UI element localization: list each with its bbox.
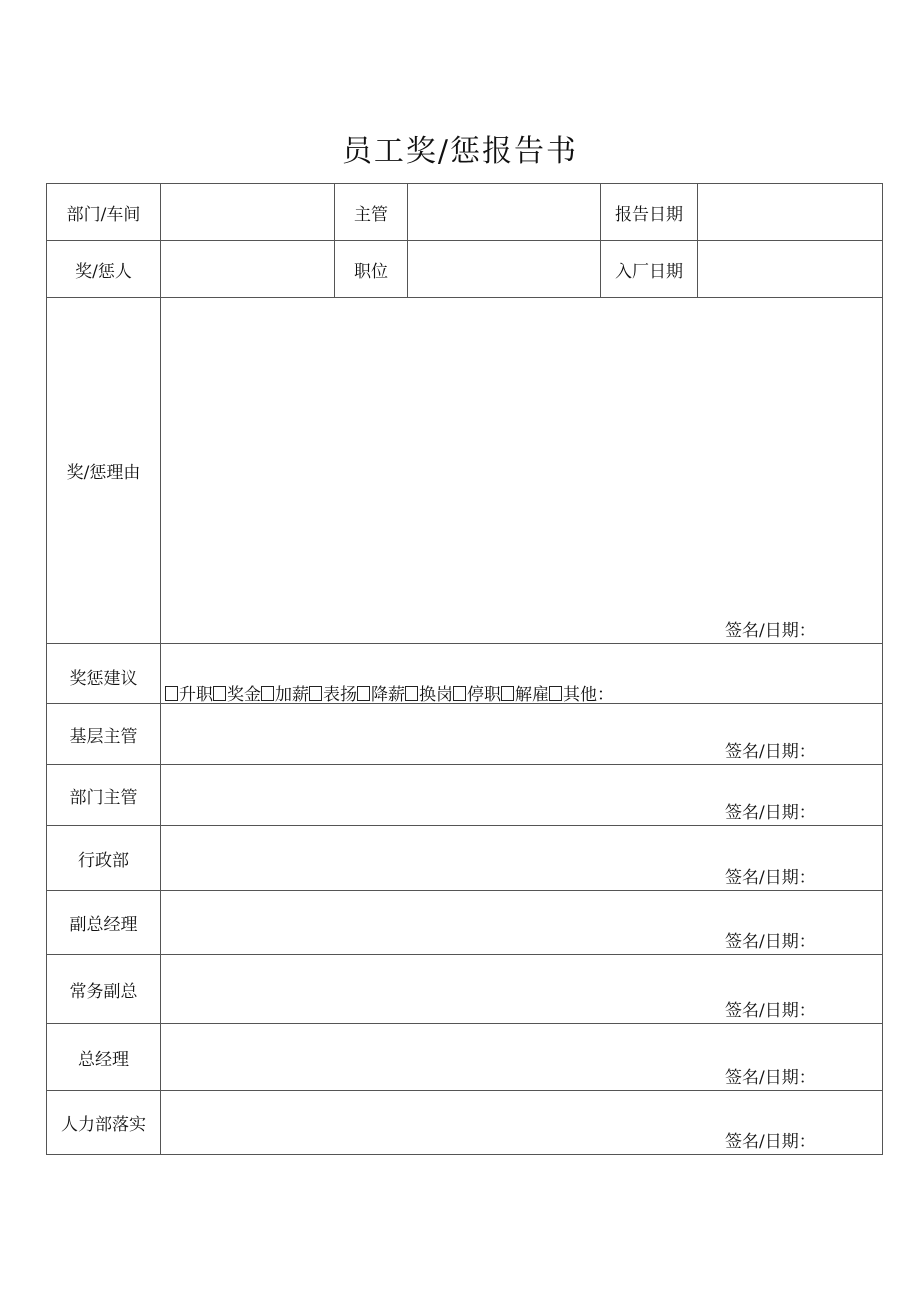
person-label: 奖/惩人: [47, 241, 161, 298]
approval-label: 常务副总: [47, 955, 161, 1024]
option-label: 奖金: [227, 685, 261, 705]
option-label: 升职: [179, 685, 213, 705]
reason-field[interactable]: [161, 298, 883, 644]
checkbox[interactable]: [165, 686, 178, 701]
suggestion-options: [165, 680, 614, 705]
approval-row: [47, 1024, 883, 1091]
option-label: 停职: [467, 685, 501, 705]
approval-row: [47, 1091, 883, 1155]
option-other[interactable]: [549, 685, 614, 705]
option-transfer[interactable]: [405, 685, 453, 705]
signature-date-label: 签名/日期：: [725, 1068, 816, 1088]
option-promotion[interactable]: [165, 685, 213, 705]
position-field[interactable]: [408, 241, 601, 298]
option-suspension[interactable]: [453, 685, 501, 705]
approval-row: [47, 765, 883, 826]
approval-field[interactable]: [161, 955, 883, 1024]
approval-label: 总经理: [47, 1024, 161, 1091]
department-field[interactable]: [161, 184, 335, 241]
report-date-label: 报告日期: [601, 184, 698, 241]
option-bonus[interactable]: [213, 685, 261, 705]
reason-row: [47, 298, 883, 644]
reason-label: 奖/惩理由: [47, 298, 161, 644]
approval-label: 部门主管: [47, 765, 161, 826]
approval-row: [47, 891, 883, 955]
approval-field[interactable]: [161, 1091, 883, 1155]
checkbox[interactable]: [405, 686, 418, 701]
suggestion-row: [47, 644, 883, 704]
option-dismissal[interactable]: [501, 685, 549, 705]
suggestion-label: 奖惩建议: [47, 644, 161, 704]
option-label: 加薪: [275, 685, 309, 705]
checkbox[interactable]: [357, 686, 370, 701]
option-label: 其他：: [563, 685, 614, 705]
signature-date-label: 签名/日期：: [725, 1001, 816, 1021]
header-row-department: [47, 184, 883, 241]
supervisor-field[interactable]: [408, 184, 601, 241]
signature-date-label: 签名/日期：: [725, 1132, 816, 1152]
option-label: 降薪: [371, 685, 405, 705]
approval-field[interactable]: [161, 891, 883, 955]
approval-label: 基层主管: [47, 704, 161, 765]
approval-field[interactable]: [161, 765, 883, 826]
approval-label: 副总经理: [47, 891, 161, 955]
report-form: [46, 183, 883, 1155]
checkbox[interactable]: [501, 686, 514, 701]
checkbox[interactable]: [309, 686, 322, 701]
signature-date-label: 签名/日期：: [725, 742, 816, 762]
checkbox[interactable]: [453, 686, 466, 701]
option-pay-cut[interactable]: [357, 685, 405, 705]
person-field[interactable]: [161, 241, 335, 298]
signature-date-label: 签名/日期：: [725, 803, 816, 823]
approval-field[interactable]: [161, 704, 883, 765]
header-row-person: [47, 241, 883, 298]
checkbox[interactable]: [549, 686, 562, 701]
approval-row: [47, 704, 883, 765]
approval-row: [47, 826, 883, 891]
department-label: 部门/车间: [47, 184, 161, 241]
signature-date-label: 签名/日期：: [725, 932, 816, 952]
signature-date-label: 签名/日期：: [725, 621, 816, 641]
approval-field[interactable]: [161, 1024, 883, 1091]
report-date-field[interactable]: [698, 184, 883, 241]
entry-date-label: 入厂日期: [601, 241, 698, 298]
approval-row: [47, 955, 883, 1024]
option-label: 解雇: [515, 685, 549, 705]
position-label: 职位: [335, 241, 408, 298]
entry-date-field[interactable]: [698, 241, 883, 298]
approval-label: 人力部落实: [47, 1091, 161, 1155]
signature-date-label: 签名/日期：: [725, 868, 816, 888]
page-title: 员工奖/惩报告书: [341, 134, 579, 169]
suggestion-field: [161, 644, 883, 704]
option-praise[interactable]: [309, 685, 357, 705]
option-label: 表扬: [323, 685, 357, 705]
approval-label: 行政部: [47, 826, 161, 891]
option-raise[interactable]: [261, 685, 309, 705]
checkbox[interactable]: [261, 686, 274, 701]
supervisor-label: 主管: [335, 184, 408, 241]
checkbox[interactable]: [213, 686, 226, 701]
approval-field[interactable]: [161, 826, 883, 891]
option-label: 换岗: [419, 685, 453, 705]
